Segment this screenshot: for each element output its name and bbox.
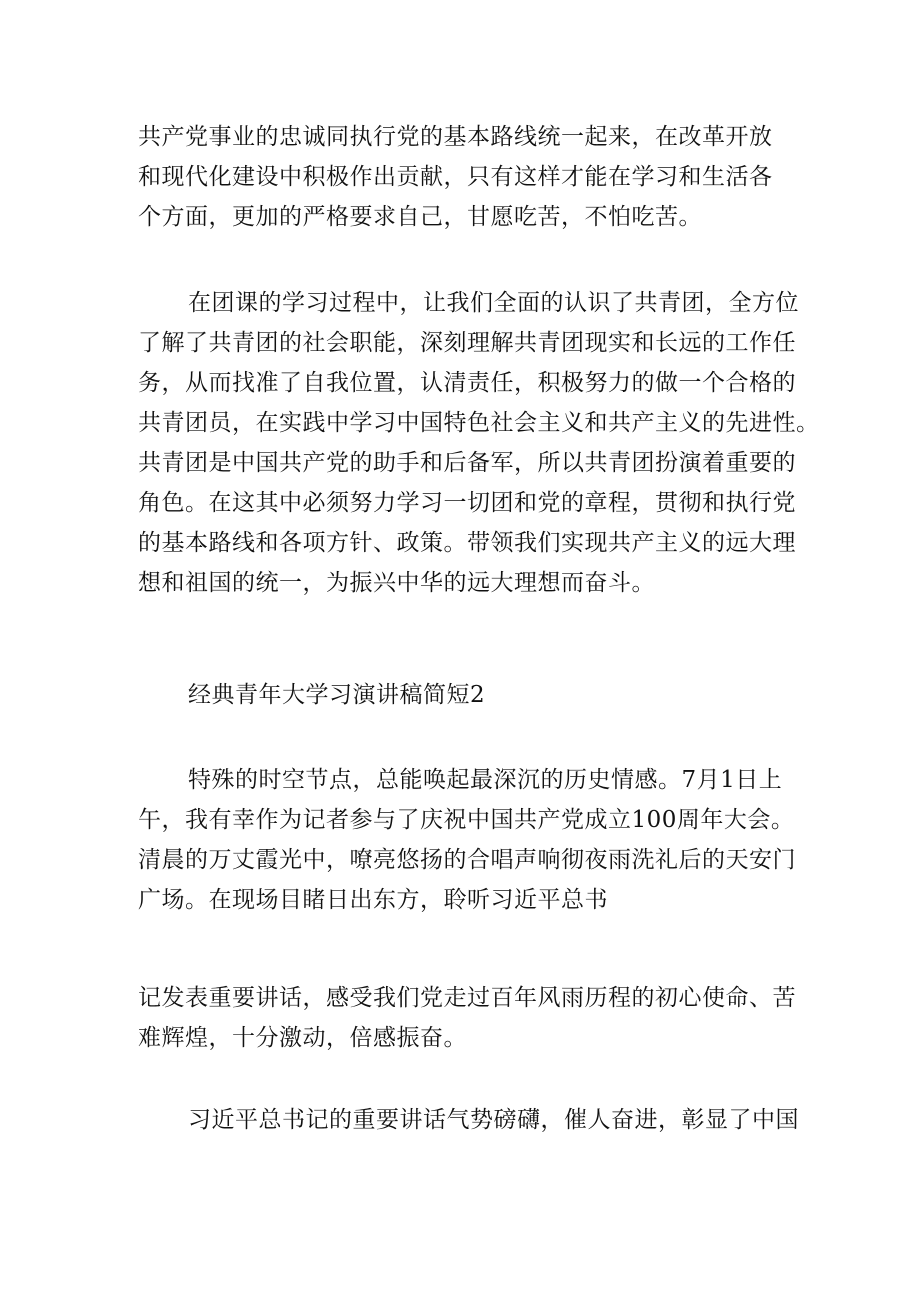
paragraph-3-line-4: 广场。在现场目睹日出东方，聆听习近平总书 <box>138 887 608 913</box>
paragraph-2-line-7: 的基本路线和各项方针、政策。带领我们实现共产主义的远大理 <box>138 530 796 556</box>
paragraph-1-line-3: 个方面，更加的严格要求自己，甘愿吃苦，不怕吃苦。 <box>138 204 702 230</box>
section-heading-text: 经典青年大学习演讲稿简短2 <box>188 682 486 708</box>
paragraph-3 <box>138 760 798 920</box>
paragraph-3-line-1: 特殊的时空节点，总能唤起最深沉的历史情感。7月1日上 <box>188 767 783 793</box>
paragraph-2-line-2: 了解了共青团的社会职能，深刻理解共青团现实和长远的工作任 <box>138 330 796 356</box>
paragraph-2-line-3: 务，从而找准了自我位置，认清责任，积极努力的做一个合格的 <box>138 370 796 396</box>
paragraph-2-line-8: 想和祖国的统一，为振兴中华的远大理想而奋斗。 <box>138 570 655 596</box>
paragraph-3-line-2: 午，我有幸作为记者参与了庆祝中国共产党成立100周年大会。 <box>138 807 795 833</box>
paragraph-3-line-3: 清晨的万丈霞光中，嘹亮悠扬的合唱声响彻夜雨洗礼后的天安门 <box>138 847 796 873</box>
paragraph-2 <box>138 283 820 603</box>
paragraph-4 <box>138 978 798 1058</box>
paragraph-2-line-6: 角色。在这其中必须努力学习一切团和党的章程，贯彻和执行党 <box>138 490 796 516</box>
paragraph-1-line-1: 共产党事业的忠诚同执行党的基本路线统一起来，在改革开放 <box>138 124 773 150</box>
paragraph-4-line-1: 记发表重要讲话，感受我们党走过百年风雨历程的初心使命、苦 <box>138 985 796 1011</box>
paragraph-2-line-1: 在团课的学习过程中，让我们全面的认识了共青团，全方位 <box>188 290 799 316</box>
paragraph-5-line-1: 习近平总书记的重要讲话气势磅礴，催人奋进，彰显了中国 <box>188 1107 799 1133</box>
paragraph-2-line-4: 共青团员，在实践中学习中国特色社会主义和共产主义的先进性。 <box>138 410 820 436</box>
paragraph-1-line-2: 和现代化建设中积极作出贡献，只有这样才能在学习和生活各 <box>138 164 773 190</box>
paragraph-5 <box>138 1100 798 1140</box>
paragraph-2-line-5: 共青团是中国共产党的助手和后备军，所以共青团扮演着重要的 <box>138 450 796 476</box>
paragraph-4-line-2: 难辉煌，十分激动，倍感振奋。 <box>138 1025 467 1051</box>
section-heading <box>138 675 798 715</box>
paragraph-1 <box>138 117 798 237</box>
